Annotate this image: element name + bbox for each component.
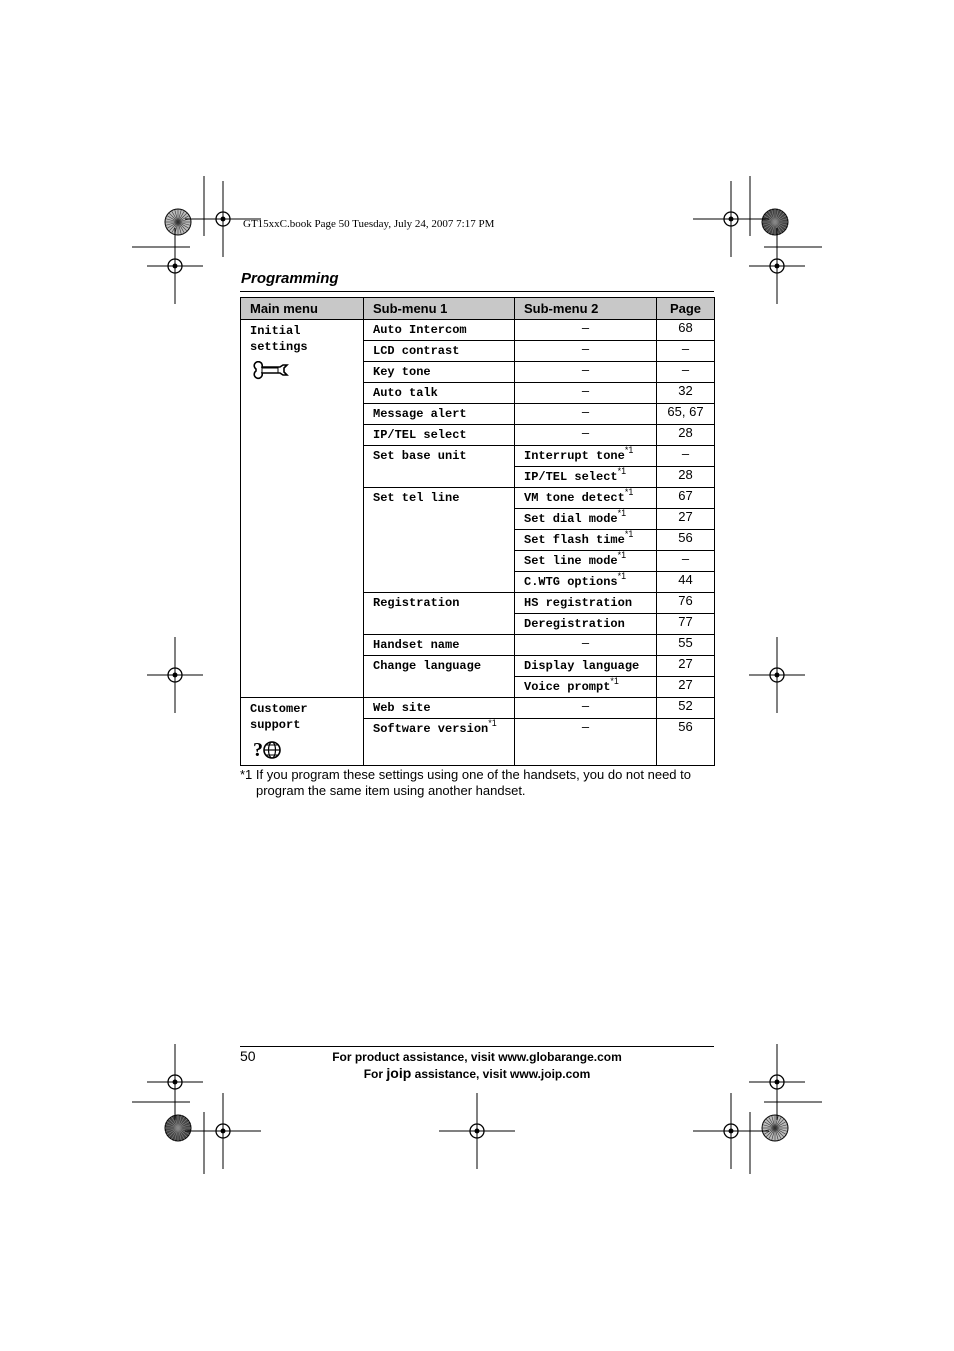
page-cell: 55 [657, 635, 715, 656]
sub-menu-2-cell: – [515, 719, 657, 766]
sub-menu-1-cell [364, 488, 515, 593]
page-cell: 28 [657, 425, 715, 446]
page-cell: – [657, 446, 715, 467]
header-sub-menu-1: Sub-menu 1 [364, 298, 515, 320]
help-globe-icon [253, 739, 293, 763]
main-menu-cell [241, 698, 364, 766]
page-number: 50 [240, 1048, 256, 1064]
wrench-icon [253, 361, 293, 385]
header-sub-menu-2: Sub-menu 2 [515, 298, 657, 320]
footnote-ref: *1 [624, 487, 634, 497]
joip-logo: joip [386, 1065, 412, 1081]
sub-menu-1-label: Web site [373, 701, 431, 715]
sub-menu-2-cell [515, 551, 657, 572]
page-cell: – [657, 551, 715, 572]
sub-menu-1-label: Set base unit [373, 449, 467, 463]
section-title: Programming [241, 270, 339, 287]
main-menu-label: Customer support [250, 702, 308, 732]
table-header-row [241, 298, 715, 320]
assistance-line-2 [300, 1065, 654, 1082]
menu-table [240, 297, 715, 766]
assistance-prefix: For [363, 1067, 384, 1081]
table-row [241, 698, 715, 719]
sub-menu-2-cell [515, 677, 657, 698]
sub-menu-2-label: Set line mode [524, 554, 618, 568]
page-cell: – [657, 341, 715, 362]
assistance-suffix: assistance, visit www.joip.com [414, 1067, 591, 1081]
page-cell: 67 [657, 488, 715, 509]
sub-menu-1-label: Message alert [373, 407, 467, 421]
table-body [241, 320, 715, 766]
sub-menu-1-cell [364, 719, 515, 766]
sub-menu-1-cell [364, 446, 515, 488]
sub-menu-2-label: Deregistration [524, 617, 625, 631]
sub-menu-2-label: C.WTG options [524, 575, 618, 589]
sub-menu-1-cell [364, 425, 515, 446]
sub-menu-2-cell [515, 530, 657, 551]
page-cell: 65, 67 [657, 404, 715, 425]
table-row [241, 320, 715, 341]
sub-menu-1-cell [364, 383, 515, 404]
page-cell: 28 [657, 467, 715, 488]
print-info-line: GT15xxC.book Page 50 Tuesday, July 24, 2007 7:17 PM [243, 218, 495, 230]
footnote-ref: *1 [617, 550, 627, 560]
header-rule [240, 291, 714, 292]
assistance-info [300, 1049, 654, 1082]
page-cell: 32 [657, 383, 715, 404]
sub-menu-2-cell: – [515, 635, 657, 656]
footer-rule [240, 1046, 714, 1047]
sub-menu-2-cell [515, 656, 657, 677]
main-menu-label: Initial settings [250, 324, 308, 354]
footnote [240, 767, 720, 799]
footnote-line-1: If you program these settings using one of the handsets, you do not need to [255, 767, 691, 782]
footnote-ref: *1 [624, 445, 634, 455]
svg-text:?: ? [253, 739, 263, 761]
sub-menu-1-cell [364, 341, 515, 362]
page-cell: 56 [657, 530, 715, 551]
footnote-ref: *1 [624, 529, 634, 539]
sub-menu-2-cell [515, 509, 657, 530]
footnote-ref: *1 [610, 676, 619, 686]
sub-menu-2-label: Display language [524, 659, 640, 673]
sub-menu-1-cell [364, 635, 515, 656]
sub-menu-1-cell [364, 320, 515, 341]
page-cell: 27 [657, 677, 715, 698]
sub-menu-1-cell [364, 362, 515, 383]
sub-menu-2-cell: – [515, 341, 657, 362]
page-cell: 56 [657, 719, 715, 766]
page-cell: 52 [657, 698, 715, 719]
sub-menu-2-cell: – [515, 383, 657, 404]
page-cell: 27 [657, 656, 715, 677]
sub-menu-1-label: LCD contrast [373, 344, 460, 358]
sub-menu-1-label: Software version [373, 722, 489, 736]
sub-menu-2-label: Interrupt tone [524, 449, 625, 463]
sub-menu-2-cell: – [515, 320, 657, 341]
sub-menu-2-cell: – [515, 404, 657, 425]
sub-menu-2-cell [515, 488, 657, 509]
assistance-line-1: For product assistance, visit www.globarange.com [332, 1050, 622, 1064]
sub-menu-1-label: Auto talk [373, 386, 438, 400]
header-page: Page [657, 298, 715, 320]
sub-menu-2-label: VM tone detect [524, 491, 625, 505]
sub-menu-1-label: Set tel line [373, 491, 460, 505]
footnote-ref: *1 [617, 508, 627, 518]
sub-menu-2-label: IP/TEL select [524, 470, 618, 484]
sub-menu-2-cell: – [515, 425, 657, 446]
page-cell: 44 [657, 572, 715, 593]
main-menu-cell [241, 320, 364, 698]
sub-menu-2-cell [515, 572, 657, 593]
sub-menu-2-cell [515, 614, 657, 635]
sub-menu-2-label: Set flash time [524, 533, 625, 547]
page-cell: 76 [657, 593, 715, 614]
sub-menu-1-cell [364, 404, 515, 425]
sub-menu-1-label: Handset name [373, 638, 460, 652]
header-main-menu: Main menu [241, 298, 364, 320]
sub-menu-1-cell [364, 593, 515, 635]
sub-menu-1-label: Auto Intercom [373, 323, 467, 337]
sub-menu-2-label: Voice prompt [524, 680, 611, 694]
sub-menu-1-label: Registration [373, 596, 460, 610]
sub-menu-1-label: Change language [373, 659, 482, 673]
sub-menu-2-cell [515, 446, 657, 467]
sub-menu-1-label: IP/TEL select [373, 428, 467, 442]
sub-menu-2-cell [515, 593, 657, 614]
page-cell: 77 [657, 614, 715, 635]
sub-menu-2-cell: – [515, 362, 657, 383]
footnote-ref: *1 [617, 466, 627, 476]
sub-menu-2-cell: – [515, 698, 657, 719]
footnote-line-2: program the same item using another handset. [256, 783, 526, 798]
sub-menu-2-label: HS registration [524, 596, 633, 610]
sub-menu-2-cell [515, 467, 657, 488]
footnote-mark: *1 [240, 767, 253, 782]
sub-menu-1-cell [364, 656, 515, 698]
page-cell: 27 [657, 509, 715, 530]
footnote-ref: *1 [617, 571, 627, 581]
page-cell: – [657, 362, 715, 383]
sub-menu-2-label: Set dial mode [524, 512, 618, 526]
sub-menu-1-cell [364, 698, 515, 719]
page-cell: 68 [657, 320, 715, 341]
footnote-ref: *1 [488, 718, 497, 728]
sub-menu-1-label: Key tone [373, 365, 431, 379]
